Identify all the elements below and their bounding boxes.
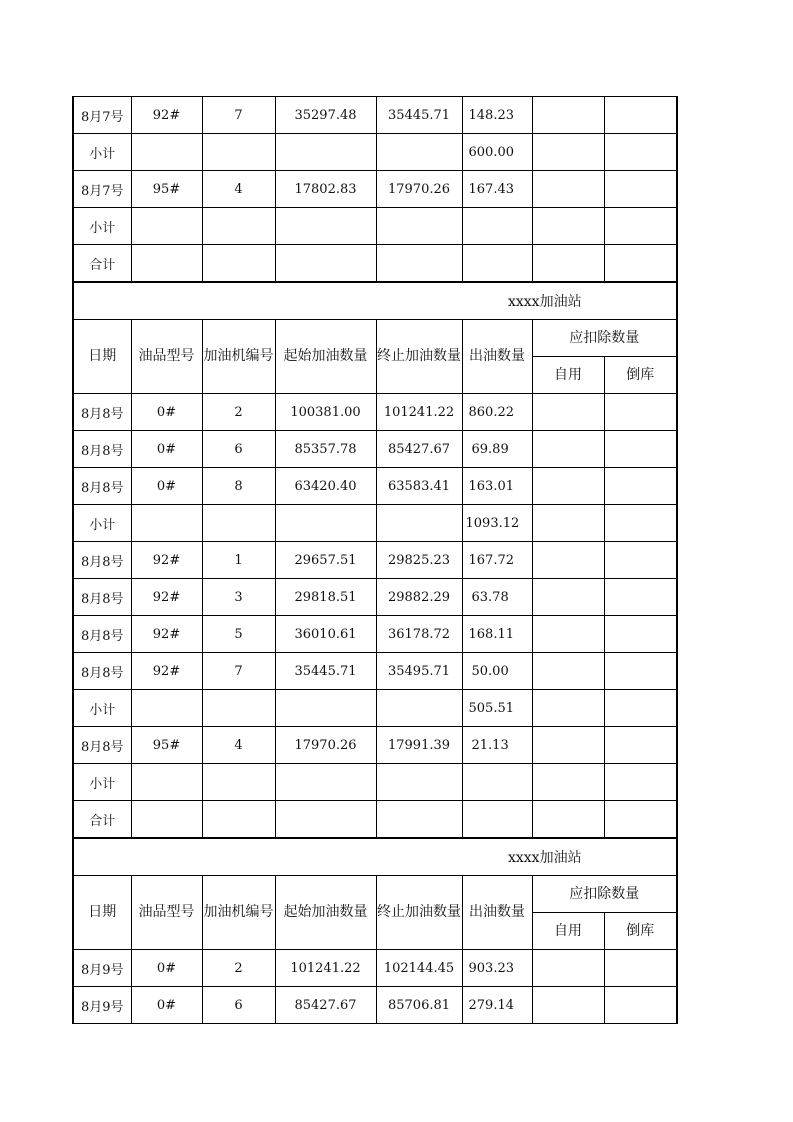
header-out-qty: 出油数量	[462, 876, 532, 950]
start-qty-cell: 63420.40	[275, 468, 376, 505]
pump-no-cell: 8	[202, 468, 275, 505]
oil-type-cell: 92#	[131, 616, 202, 653]
total-row	[73, 801, 677, 839]
start-qty-cell: 29818.51	[275, 579, 376, 616]
subtotal-row	[73, 208, 677, 245]
table-row	[73, 727, 677, 764]
out-qty-cell: 50.00	[462, 653, 532, 690]
oil-type-cell: 0#	[131, 468, 202, 505]
station-title: xxxx加油站	[73, 838, 677, 876]
pump-no-cell: 3	[202, 579, 275, 616]
pump-no-cell: 4	[202, 171, 275, 208]
out-qty-cell: 163.01	[462, 468, 532, 505]
header-deduct: 应扣除数量	[532, 320, 677, 357]
header-return-tank: 倒库	[604, 913, 677, 950]
start-qty-cell: 85357.78	[275, 431, 376, 468]
out-qty-cell: 167.43	[462, 171, 532, 208]
date-cell: 8月7号	[73, 97, 131, 134]
start-qty-cell: 36010.61	[275, 616, 376, 653]
subtotal-label: 小计	[73, 134, 131, 171]
subtotal-label: 小计	[73, 764, 131, 801]
station-title-row	[73, 282, 677, 320]
header-date: 日期	[73, 876, 131, 950]
header-pump-no: 加油机编号	[202, 876, 275, 950]
header-row	[73, 320, 677, 357]
end-qty-cell: 85706.81	[376, 987, 462, 1024]
end-qty-cell: 17991.39	[376, 727, 462, 764]
end-qty-cell: 36178.72	[376, 616, 462, 653]
end-qty-cell: 29825.23	[376, 542, 462, 579]
pump-no-cell: 2	[202, 394, 275, 431]
table-row	[73, 579, 677, 616]
date-cell: 8月8号	[73, 394, 131, 431]
out-qty-cell: 279.14	[462, 987, 532, 1024]
table-row	[73, 950, 677, 987]
self-use-cell	[532, 97, 604, 134]
subtotal-row	[73, 505, 677, 542]
pump-no-cell: 6	[202, 987, 275, 1024]
subtotal-label: 小计	[73, 690, 131, 727]
table-row	[73, 542, 677, 579]
return-tank-cell	[604, 97, 677, 134]
end-qty-cell: 102144.45	[376, 950, 462, 987]
oil-type-cell: 0#	[131, 394, 202, 431]
table-row	[73, 468, 677, 505]
out-qty-cell: 903.23	[462, 950, 532, 987]
header-oil-type: 油品型号	[131, 876, 202, 950]
end-qty-cell: 29882.29	[376, 579, 462, 616]
end-qty-cell: 35495.71	[376, 653, 462, 690]
header-date: 日期	[73, 320, 131, 394]
total-label: 合计	[73, 245, 131, 283]
header-end-qty: 终止加油数量	[376, 876, 462, 950]
end-qty-cell: 35445.71	[376, 97, 462, 134]
start-qty-cell: 35445.71	[275, 653, 376, 690]
out-qty-cell: 21.13	[462, 727, 532, 764]
total-row	[73, 245, 677, 283]
date-cell: 8月8号	[73, 727, 131, 764]
date-cell: 8月9号	[73, 950, 131, 987]
subtotal-row	[73, 134, 677, 171]
start-qty-cell: 35297.48	[275, 97, 376, 134]
table-row	[73, 171, 677, 208]
header-start-qty: 起始加油数量	[275, 320, 376, 394]
pump-no-cell: 5	[202, 616, 275, 653]
header-oil-type: 油品型号	[131, 320, 202, 394]
oil-type-cell: 92#	[131, 542, 202, 579]
date-cell: 8月8号	[73, 653, 131, 690]
end-qty-cell: 17970.26	[376, 171, 462, 208]
pump-no-cell: 7	[202, 97, 275, 134]
start-qty-cell: 17802.83	[275, 171, 376, 208]
start-qty-cell: 29657.51	[275, 542, 376, 579]
subtotal-label: 小计	[73, 208, 131, 245]
out-qty-cell: 167.72	[462, 542, 532, 579]
header-pump-no: 加油机编号	[202, 320, 275, 394]
date-cell: 8月8号	[73, 542, 131, 579]
pump-no-cell: 4	[202, 727, 275, 764]
oil-type-cell: 0#	[131, 987, 202, 1024]
table-row	[73, 653, 677, 690]
end-qty-cell: 101241.22	[376, 394, 462, 431]
oil-type-cell: 92#	[131, 653, 202, 690]
date-cell: 8月8号	[73, 616, 131, 653]
date-cell: 8月9号	[73, 987, 131, 1024]
station-title-row	[73, 838, 677, 876]
table-row	[73, 394, 677, 431]
pump-no-cell: 7	[202, 653, 275, 690]
pump-no-cell: 1	[202, 542, 275, 579]
subtotal-out-qty: 505.51	[462, 690, 532, 727]
out-qty-cell: 860.22	[462, 394, 532, 431]
header-start-qty: 起始加油数量	[275, 876, 376, 950]
oil-type-cell: 92#	[131, 97, 202, 134]
oil-type-cell: 92#	[131, 579, 202, 616]
oil-type-cell: 0#	[131, 431, 202, 468]
start-qty-cell: 100381.00	[275, 394, 376, 431]
table-row	[73, 987, 677, 1024]
date-cell: 8月8号	[73, 431, 131, 468]
pump-no-cell: 6	[202, 431, 275, 468]
start-qty-cell: 17970.26	[275, 727, 376, 764]
header-deduct: 应扣除数量	[532, 876, 677, 913]
header-end-qty: 终止加油数量	[376, 320, 462, 394]
fuel-dispensing-table	[72, 96, 678, 1024]
out-qty-cell: 63.78	[462, 579, 532, 616]
header-out-qty: 出油数量	[462, 320, 532, 394]
out-qty-cell: 168.11	[462, 616, 532, 653]
oil-type-cell: 95#	[131, 727, 202, 764]
table-row	[73, 616, 677, 653]
start-qty-cell: 101241.22	[275, 950, 376, 987]
subtotal-out-qty: 1093.12	[462, 505, 532, 542]
date-cell: 8月7号	[73, 171, 131, 208]
end-qty-cell: 85427.67	[376, 431, 462, 468]
date-cell: 8月8号	[73, 579, 131, 616]
header-self-use: 自用	[532, 913, 604, 950]
end-qty-cell: 63583.41	[376, 468, 462, 505]
subtotal-row	[73, 690, 677, 727]
pump-no-cell: 2	[202, 950, 275, 987]
station-title: xxxx加油站	[73, 282, 677, 320]
start-qty-cell: 85427.67	[275, 987, 376, 1024]
total-label: 合计	[73, 801, 131, 839]
header-self-use: 自用	[532, 357, 604, 394]
out-qty-cell: 69.89	[462, 431, 532, 468]
table-row	[73, 431, 677, 468]
out-qty-cell: 148.23	[462, 97, 532, 134]
subtotal-out-qty: 600.00	[462, 134, 532, 171]
subtotal-label: 小计	[73, 505, 131, 542]
table-row	[73, 97, 677, 134]
oil-type-cell: 95#	[131, 171, 202, 208]
header-row	[73, 876, 677, 913]
subtotal-row	[73, 764, 677, 801]
header-return-tank: 倒库	[604, 357, 677, 394]
oil-type-cell: 0#	[131, 950, 202, 987]
date-cell: 8月8号	[73, 468, 131, 505]
